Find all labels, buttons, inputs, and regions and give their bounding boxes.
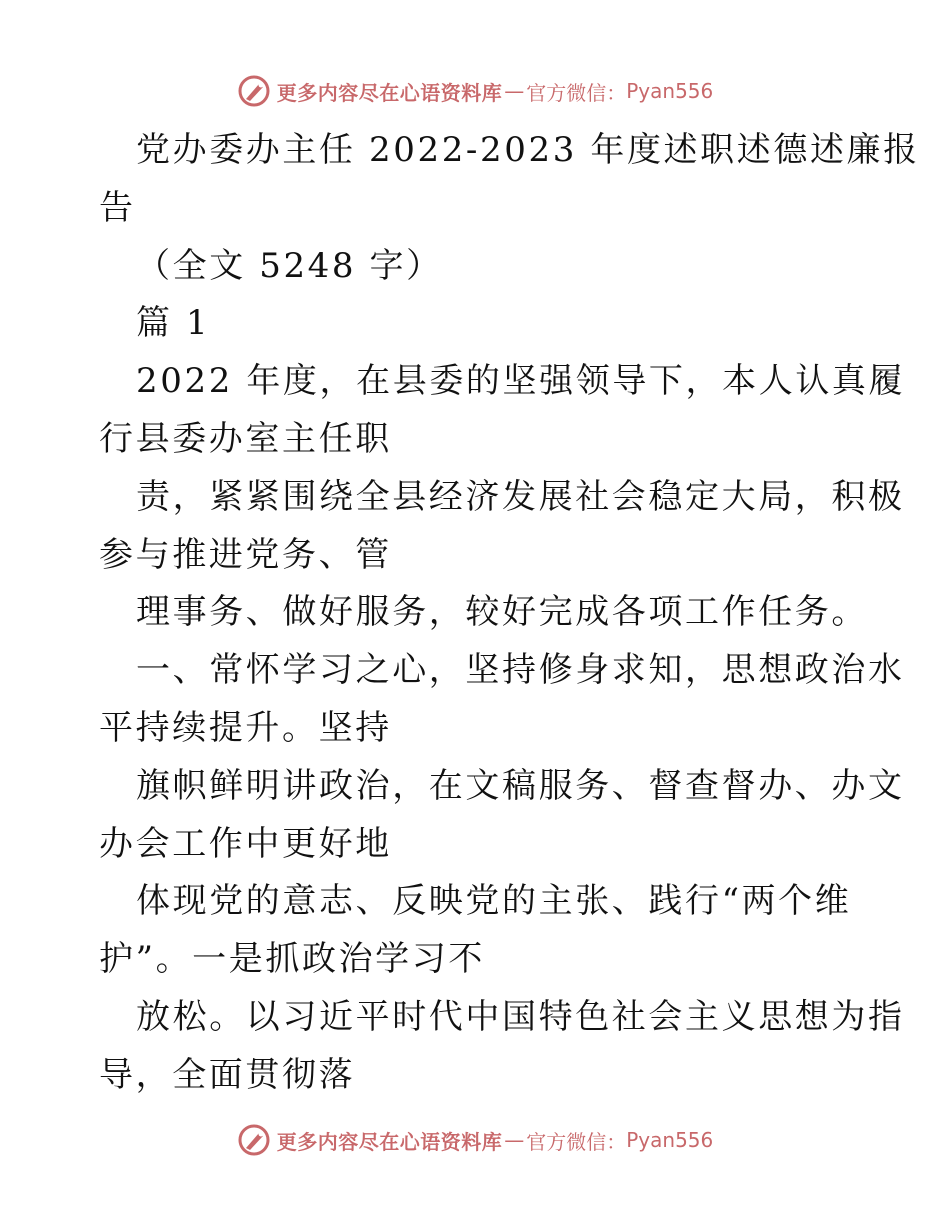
section-heading: 篇 1	[136, 303, 211, 344]
paragraph-line: 参与推进党务、管	[99, 534, 392, 575]
watermark-separator: —	[504, 79, 525, 103]
watermark-main-text: 更多内容尽在心语资料库	[276, 80, 503, 105]
watermark-separator: —	[504, 1128, 525, 1152]
paragraph-line: 体现党的意志、反映党的主张、践行“两个维	[136, 881, 852, 922]
watermark-sub-text: 官方微信：	[526, 1129, 627, 1154]
paragraph-line: 理事务、做好服务，较好完成各项工作任务。	[136, 592, 868, 633]
paragraph-line: 导，全面贯彻落	[99, 1054, 356, 1095]
paragraph-line: 旗帜鲜明讲政治，在文稿服务、督查督办、办文	[136, 765, 905, 806]
paragraph-line: 责，紧紧围绕全县经济发展社会稳定大局，积极	[136, 476, 905, 517]
watermark-id: Pyan556	[626, 1128, 714, 1152]
paragraph-line: 护”。一是抓政治学习不	[99, 939, 485, 980]
pen-logo-icon	[237, 74, 271, 108]
paragraph-line: 一、常怀学习之心，坚持修身求知，思想政治水	[136, 650, 905, 691]
watermark-id: Pyan556	[626, 79, 714, 103]
watermark-sub-text: 官方微信：	[526, 80, 627, 105]
title-line-2: 告	[99, 187, 136, 228]
pen-logo-icon	[237, 1123, 271, 1157]
paragraph-line: 放松。以习近平时代中国特色社会主义思想为指	[136, 996, 905, 1037]
watermark-header	[0, 71, 950, 111]
word-count-line: （全文 5248 字）	[136, 245, 443, 286]
title-line-1: 党办委办主任 2022-2023 年度述职述德述廉报	[136, 130, 920, 170]
paragraph-line: 2022 年度，在县委的坚强领导下，本人认真履	[136, 361, 906, 402]
watermark-main-text: 更多内容尽在心语资料库	[276, 1129, 503, 1154]
paragraph-line: 行县委办室主任职	[99, 418, 392, 459]
paragraph-line: 平持续提升。坚持	[99, 707, 392, 748]
paragraph-line: 办会工作中更好地	[99, 823, 392, 864]
document-body	[99, 122, 920, 1105]
watermark-footer	[0, 1120, 950, 1160]
